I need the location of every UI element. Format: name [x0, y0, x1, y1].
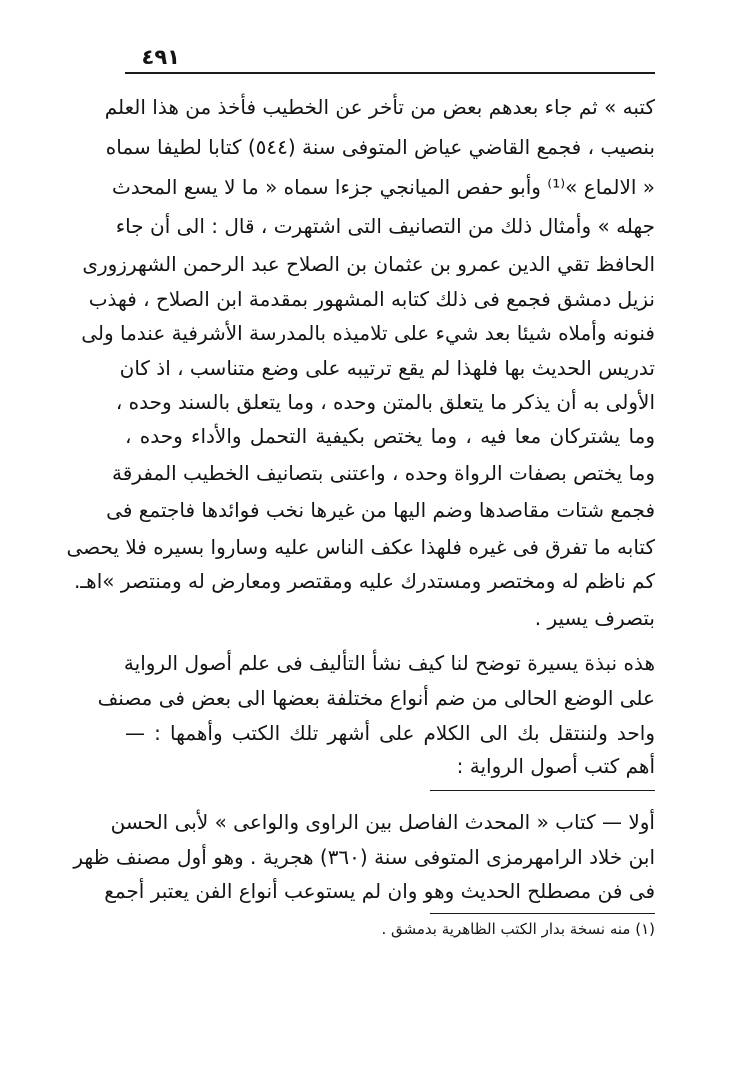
text-line: الأولى به أن يذكر ما يتعلق بالمتن وحده ، وما يتعلق بالسند وحده ،	[115, 390, 655, 414]
text-line: كم ناظم له ومختصر ومستدرك عليه ومقتصر ومعارض له ومنتصر »اهـ.	[73, 569, 655, 593]
text-line: نزيل دمشق فجمع فى ذلك كتابه المشهور بمقدمة ابن الصلاح ، فهذب	[88, 287, 655, 311]
text-line: وما يشتركان معا فيه ، وما يختص بكيفية التحمل والأداء وحده ،	[125, 424, 655, 448]
text-line: ابن خلاد الرامهرمزى المتوفى سنة (٣٦٠) هجرية . وهو أول مصنف ظهر	[73, 845, 655, 869]
page-number: ٤٩١	[141, 45, 180, 69]
text-line: أولا — كتاب « المحدث الفاصل بين الراوى والواعى » لأبى الحسن	[110, 810, 655, 834]
text-line: على الوضع الحالى من ضم أنواع مختلفة بعضها الى بعض فى مصنف	[97, 686, 655, 710]
text-line: هذه نبذة يسيرة توضح لنا كيف نشأ التأليف فى علم أصول الرواية	[123, 651, 655, 675]
text-line: الحافظ تقي الدين عمرو بن عثمان بن الصلاح عبد الرحمن الشهرزورى	[82, 252, 655, 276]
text-line: تدريس الحديث بها فلهذا لم يقع ترتيبه على وضع متناسب ، اذ كان	[119, 356, 655, 380]
footnote: (١) منه نسخة بدار الكتب الظاهرية بدمشق .	[381, 920, 655, 938]
text-line: كتابه ما تفرق فى غيره فلهذا عكف الناس عليه وساروا بسيره فلا يحصى	[66, 535, 655, 559]
header-rule	[125, 72, 655, 74]
footnote-rule	[430, 913, 655, 914]
text-line: فجمع شتات مقاصدها وضم اليها من غيرها نخب فوائدها فاجتمع فى	[106, 498, 655, 522]
text-line: كتبه » ثم جاء بعدهم بعض من تأخر عن الخطيب فأخذ من هذا العلم	[104, 95, 655, 119]
section-heading: أهم كتب أصول الرواية :	[456, 754, 655, 778]
text-line: فى فن مصطلح الحديث وهو وان لم يستوعب أنواع الفن يعتبر أجمع	[104, 879, 655, 903]
text-line: فنونه وأملاه شيئا بعد شيء على تلاميذه بالمدرسة الأشرفية عندما ولى	[81, 321, 655, 345]
text-line: وما يختص بصفات الرواة وحده ، واعتنى بتصانيف الخطيب المفرقة	[112, 461, 655, 485]
text-line: « الالماع »⁽¹⁾ وأبو حفص الميانجي جزءا سماه « ما لا يسع المحدث	[111, 175, 655, 199]
section-divider	[430, 790, 655, 791]
text-line: بنصيب ، فجمع القاضي عياض المتوفى سنة (٥٤٤) كتابا لطيفا سماه	[105, 135, 655, 159]
text-line: واحد ولننتقل بك الى الكلام على أشهر تلك الكتب وأهمها : —	[125, 721, 655, 745]
text-line: بتصرف يسير .	[534, 606, 655, 630]
text-line: جهله » وأمثال ذلك من التصانيف التى اشتهرت ، قال : الى أن جاء	[115, 214, 655, 238]
